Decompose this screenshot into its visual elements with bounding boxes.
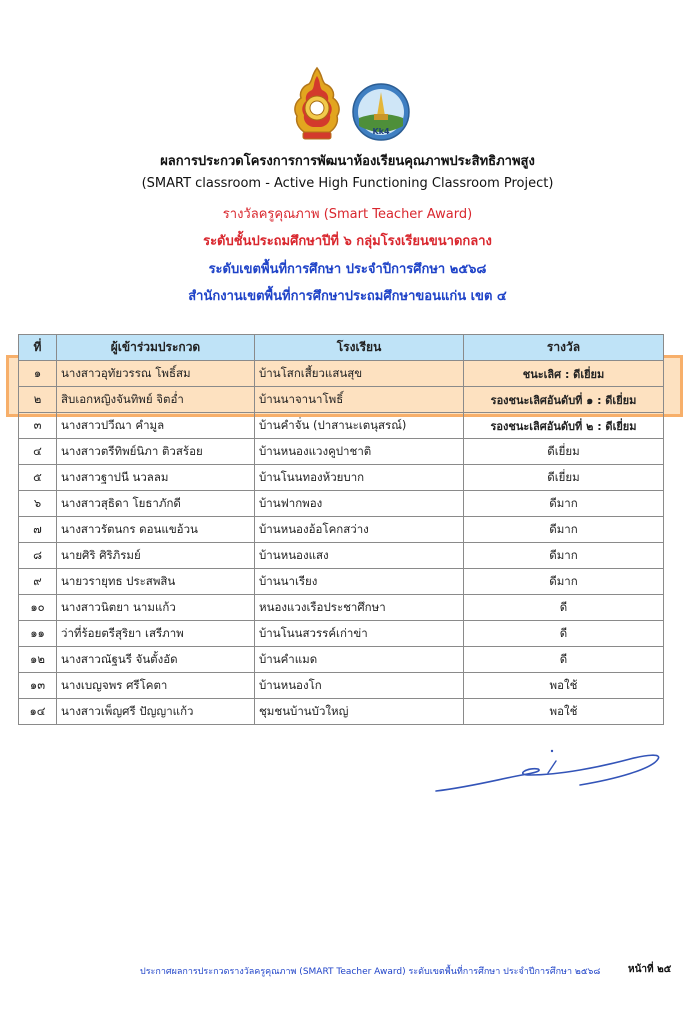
area-year: ระดับเขตพื้นที่การศึกษา ประจำปีการศึกษา ๒๕๖๘ <box>208 262 487 277</box>
participant-name: นายศิริ ศิริภิรมย์ <box>57 543 255 569</box>
school-name: บ้านคำแมด <box>255 647 464 673</box>
page-number: หน้าที่ ๒๕ <box>628 964 672 975</box>
table-row <box>19 699 664 725</box>
table-row <box>19 387 664 413</box>
table-header-row <box>19 335 664 361</box>
school-name: หนองแวงเรือประชาศึกษา <box>255 595 464 621</box>
table-row <box>19 413 664 439</box>
participant-name: สิบเอกหญิงจันทิพย์ จิตอ่ำ <box>57 387 255 413</box>
participant-name: นายวรายุทธ ประสพสิน <box>57 569 255 595</box>
participant-name: นางสาวอุทัยวรรณ โพธิ์สม <box>57 361 255 387</box>
results-table <box>18 334 664 725</box>
school-name: บ้านฟากพอง <box>255 491 464 517</box>
award-value: ดีเยี่ยม <box>464 439 664 465</box>
col-header-participant: ผู้เข้าร่วมประกวด <box>57 335 255 361</box>
award-value: ชนะเลิศ : ดีเยี่ยม <box>464 361 664 387</box>
school-name: บ้านหนองอ้อโคกสว่าง <box>255 517 464 543</box>
school-name: บ้านหนองแสง <box>255 543 464 569</box>
row-number: ๘ <box>19 543 57 569</box>
row-number: ๖ <box>19 491 57 517</box>
row-number: ๔ <box>19 439 57 465</box>
award-value: ดีมาก <box>464 543 664 569</box>
table-row <box>19 673 664 699</box>
row-number: ๑๐ <box>19 595 57 621</box>
footer-text: ประกาศผลการประกวดรางวัลครูคุณภาพ (SMART Teacher Award) ระดับเขตพื้นที่การศึกษา ประจำปีการศึกษา ๒๕๖๘ <box>140 967 601 977</box>
project-english-title: (SMART classroom - Active High Functioning Classroom Project) <box>141 176 554 191</box>
col-header-school: โรงเรียน <box>255 335 464 361</box>
table-row <box>19 569 664 595</box>
participant-name: นางสาวฐาปนี นวลลม <box>57 465 255 491</box>
row-number: ๑๑ <box>19 621 57 647</box>
participant-name: นางสาวตรีทิพย์นิภา ติวสร้อย <box>57 439 255 465</box>
award-value: ดี <box>464 621 664 647</box>
table-row <box>19 465 664 491</box>
table-row <box>19 647 664 673</box>
school-name: บ้านคำจั่น (ปาสานะเตนุสรณ์) <box>255 413 464 439</box>
office-name: สำนักงานเขตพื้นที่การศึกษาประถมศึกษาขอนแก่น เขต ๔ <box>188 289 507 304</box>
row-number: ๒ <box>19 387 57 413</box>
level-category: ระดับชั้นประถมศึกษาปีที่ ๖ กลุ่มโรงเรียนขนาดกลาง <box>203 234 492 249</box>
award-value: รองชนะเลิศอันดับที่ ๒ : ดีเยี่ยม <box>464 413 664 439</box>
table-row <box>19 439 664 465</box>
table-row <box>19 595 664 621</box>
announcement-title: ผลการประกวดโครงการการพัฒนาห้องเรียนคุณภาพประสิทธิภาพสูง <box>160 154 535 169</box>
participant-name: นางสาวรัตนกร ดอนแขอ้วน <box>57 517 255 543</box>
award-value: พอใช้ <box>464 699 664 725</box>
participant-name: นางสาวนิตยา นามแก้ว <box>57 595 255 621</box>
row-number: ๑ <box>19 361 57 387</box>
table-row <box>19 361 664 387</box>
participant-name: นางสาวเพ็ญศรี ปัญญาแก้ว <box>57 699 255 725</box>
award-value: ดี <box>464 647 664 673</box>
participant-name: นางสาวสุธิดา โยธาภักดี <box>57 491 255 517</box>
kk4-round-logo <box>351 82 411 142</box>
logos-area <box>0 66 695 144</box>
school-name: บ้านนาเรียง <box>255 569 464 595</box>
school-name: บ้านนาจานาโพธิ์ <box>255 387 464 413</box>
row-number: ๙ <box>19 569 57 595</box>
participant-name: ว่าที่ร้อยตรีสุริยา เสรีภาพ <box>57 621 255 647</box>
table-row <box>19 543 664 569</box>
participant-name: นางสาวปวีณา คำมูล <box>57 413 255 439</box>
row-number: ๑๒ <box>19 647 57 673</box>
school-name: บ้านหนองแวงคูปาชาติ <box>255 439 464 465</box>
award-value: ดีมาก <box>464 491 664 517</box>
row-number: ๑๔ <box>19 699 57 725</box>
award-value: ดีมาก <box>464 569 664 595</box>
row-number: ๓ <box>19 413 57 439</box>
obec-seal-logo <box>287 66 347 142</box>
table-row <box>19 621 664 647</box>
col-header-award: รางวัล <box>464 335 664 361</box>
award-value: ดีมาก <box>464 517 664 543</box>
signature-graphic <box>430 745 670 800</box>
table-row <box>19 517 664 543</box>
award-value: พอใช้ <box>464 673 664 699</box>
row-number: ๕ <box>19 465 57 491</box>
logo-text: Kk4 <box>372 127 390 136</box>
school-name: บ้านโสกเสี้ยวแสนสุข <box>255 361 464 387</box>
row-number: ๑๓ <box>19 673 57 699</box>
school-name: บ้านโนนสวรรค์เก่าข่า <box>255 621 464 647</box>
col-header-no: ที่ <box>19 335 57 361</box>
participant-name: นางสาวณัฐนรี จันตั้งอัด <box>57 647 255 673</box>
school-name: บ้านหนองโก <box>255 673 464 699</box>
table-row <box>19 491 664 517</box>
award-value: ดีเยี่ยม <box>464 465 664 491</box>
participant-name: นางเบญจพร ศรีโคตา <box>57 673 255 699</box>
award-title: รางวัลครูคุณภาพ (Smart Teacher Award) <box>222 207 473 222</box>
row-number: ๗ <box>19 517 57 543</box>
school-name: ชุมชนบ้านบัวใหญ่ <box>255 699 464 725</box>
award-value: รองชนะเลิศอันดับที่ ๑ : ดีเยี่ยม <box>464 387 664 413</box>
school-name: บ้านโนนทองห้วยบาก <box>255 465 464 491</box>
award-value: ดี <box>464 595 664 621</box>
